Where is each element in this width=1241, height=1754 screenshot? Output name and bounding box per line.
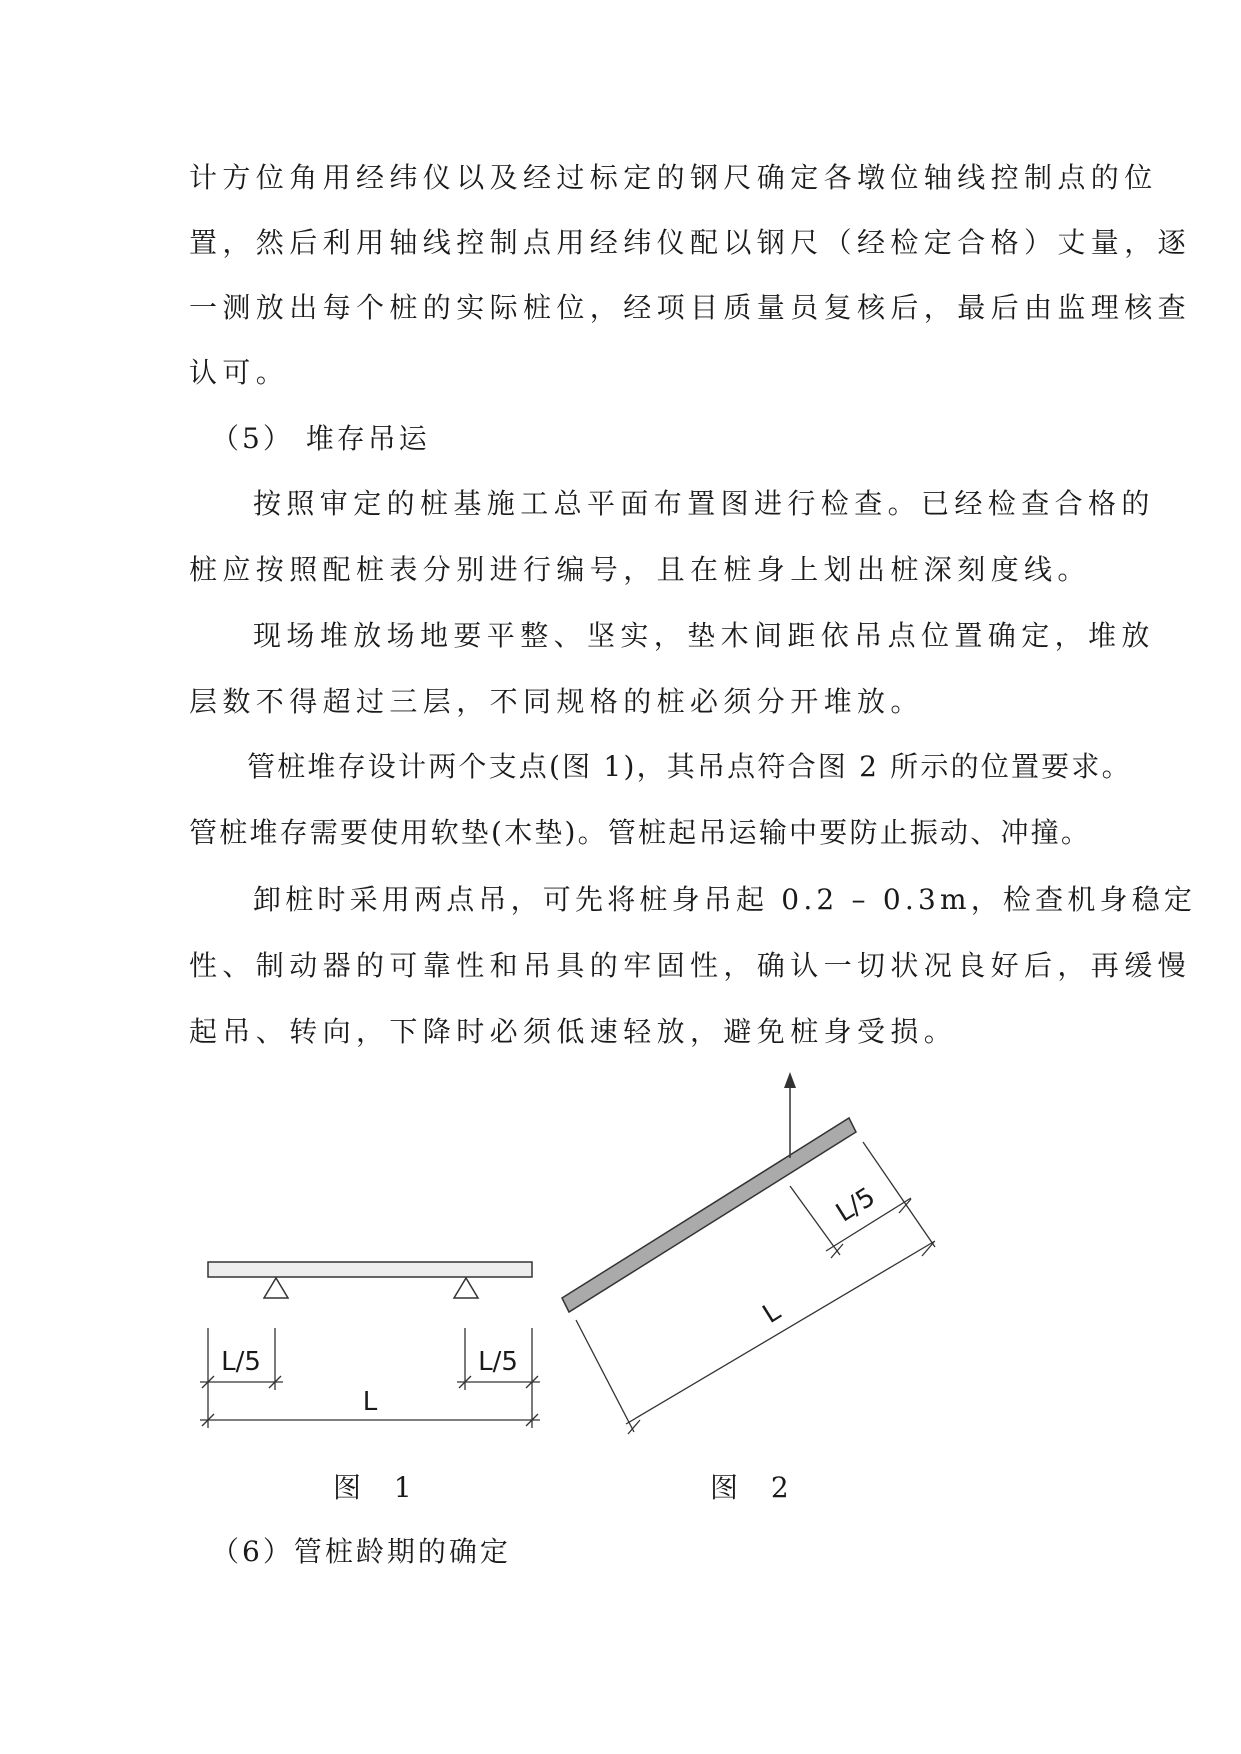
support-right-icon <box>454 1278 478 1298</box>
dim-label-short: L/5 <box>830 1181 881 1229</box>
paragraph-line: 管桩堆存设计两个支点(图 1)，其吊点符合图 2 所示的位置要求。 <box>247 750 1132 783</box>
paragraph-line: 性、制动器的可靠性和吊具的牢固性，确认一切状况良好后，再缓慢 <box>189 949 1192 982</box>
section-heading-6: （6）管桩龄期的确定 <box>211 1535 511 1568</box>
dim-label-total: L <box>362 1387 378 1417</box>
pile-horizontal <box>208 1262 532 1277</box>
pile-inclined <box>562 1118 856 1312</box>
dim-label-total-2: L <box>757 1296 786 1330</box>
paragraph-line: 按照审定的桩基施工总平面布置图进行检查。已经检查合格的 <box>253 487 1155 520</box>
paragraph-line: 认可。 <box>189 356 290 389</box>
dim-label-right: L/5 <box>478 1347 518 1377</box>
dim-label-left: L/5 <box>221 1347 261 1377</box>
section-heading-5: （5） 堆存吊运 <box>211 422 430 455</box>
figure-2-caption: 图 2 <box>710 1471 801 1504</box>
paragraph-line: 桩应按照配桩表分别进行编号，且在桩身上划出桩深刻度线。 <box>189 553 1091 586</box>
figure-2-diagram <box>562 1072 935 1434</box>
paragraph-line: 一测放出每个桩的实际桩位，经项目质量员复核后，最后由监理核查 <box>189 291 1192 324</box>
lift-arrow-icon <box>784 1072 796 1088</box>
paragraph-line: 起吊、转向，下降时必须低速轻放，避免桩身受损。 <box>189 1015 958 1048</box>
dim-line-total-2 <box>626 1241 935 1434</box>
paragraph-line: 现场堆放场地要平整、坚实，垫木间距依吊点位置确定，堆放 <box>253 619 1155 652</box>
paragraph-line: 管桩堆存需要使用软垫(木垫)。管桩起吊运输中要防止振动、冲撞。 <box>189 816 1092 849</box>
dim-line-left <box>200 1376 283 1388</box>
figure-1-diagram <box>200 1262 540 1428</box>
figure-1-caption: 图 1 <box>333 1471 424 1504</box>
paragraph-line: 计方位角用经纬仪以及经过标定的钢尺确定各墩位轴线控制点的位 <box>189 161 1158 194</box>
paragraph-line: 置，然后利用轴线控制点用经纬仪配以钢尺（经检定合格）丈量，逐 <box>189 226 1192 259</box>
support-left-icon <box>264 1278 288 1298</box>
paragraph-line: 卸桩时采用两点吊，可先将桩身吊起 0.2 – 0.3m，检查机身稳定 <box>253 883 1197 916</box>
dim-line-right <box>457 1376 540 1388</box>
paragraph-line: 层数不得超过三层，不同规格的桩必须分开堆放。 <box>189 685 924 718</box>
